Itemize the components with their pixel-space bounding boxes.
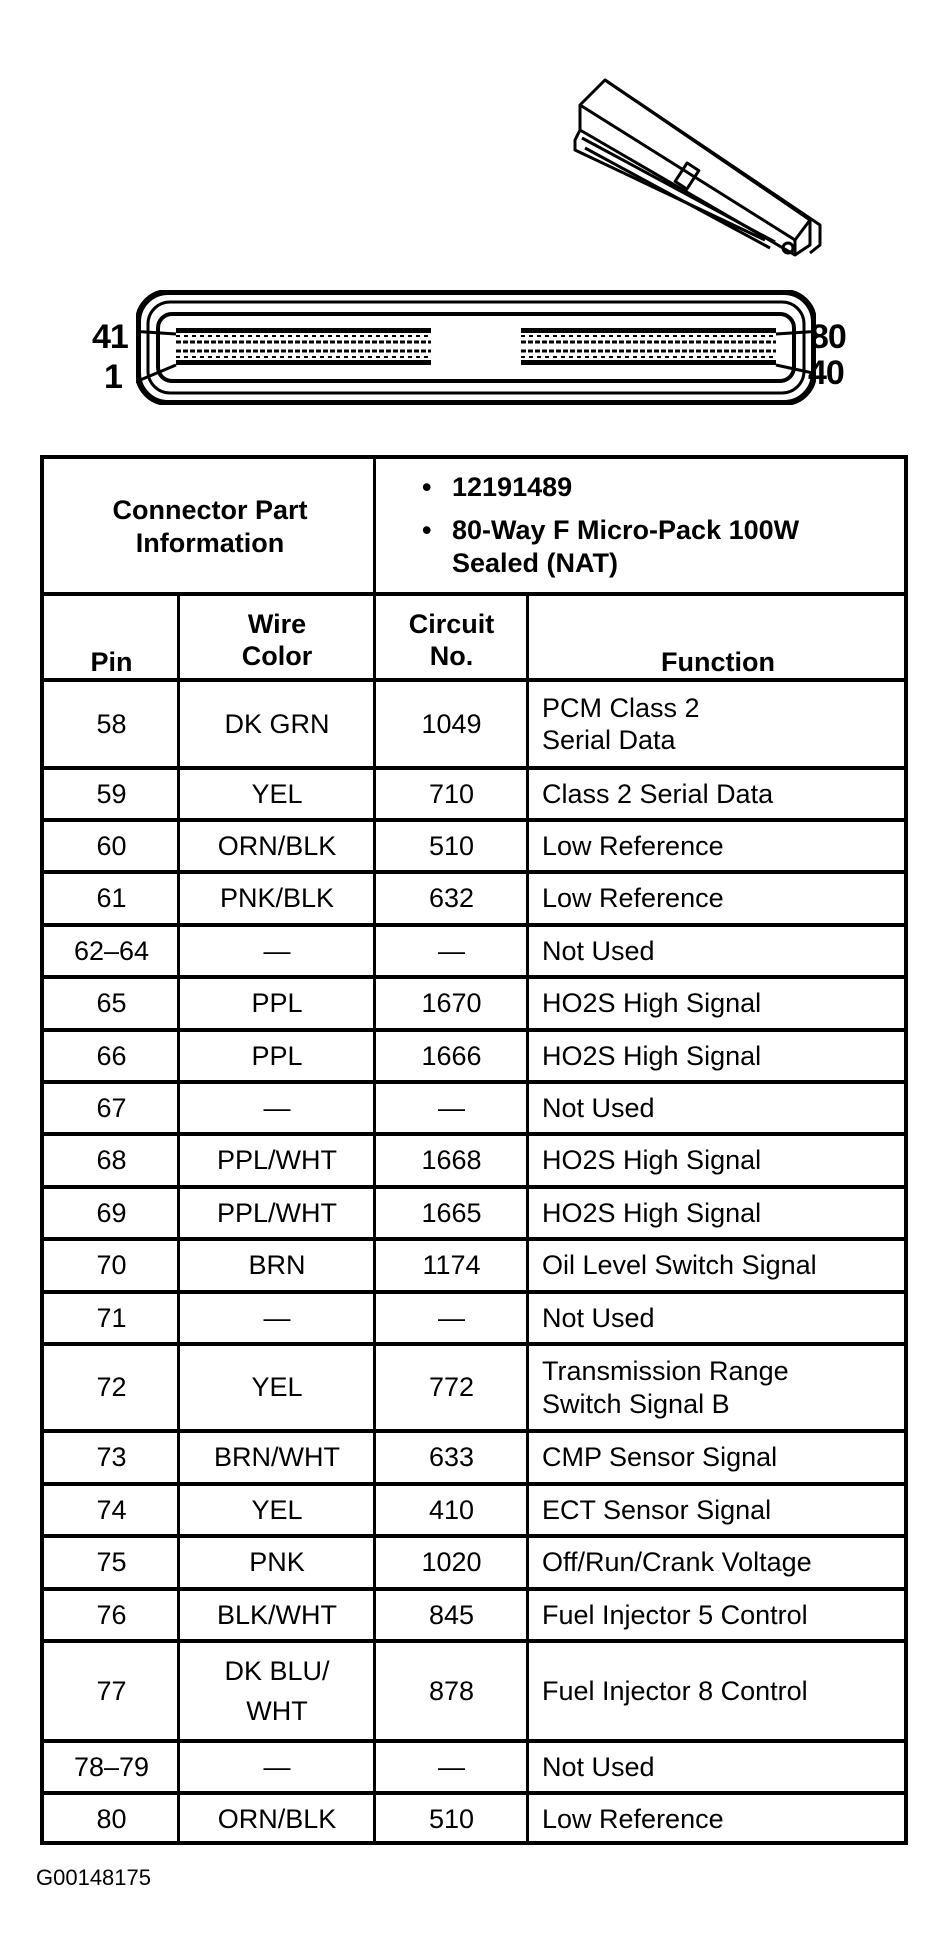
table-cell-circuit: — [438,1751,465,1782]
table-cell-circuit: 772 [428,1372,475,1403]
table-cell-pin: 80 [96,1803,127,1834]
table-cell-wire: — [263,1302,291,1333]
table-cell-pin: 72 [96,1372,127,1403]
table-cell-circuit: 410 [428,1494,475,1525]
connector-face-illustration [136,290,816,405]
table-cell-circuit: 1665 [421,1197,482,1228]
connector-perspective-illustration [560,70,850,260]
table-cell-circuit: 632 [428,883,475,914]
table-cell-pin: 66 [96,1040,127,1071]
table-cell-wire: ORN/BLK [217,1803,337,1834]
table-cell-wire: YEL [251,1372,303,1403]
connector-part-info-label [44,459,376,594]
table-cell-function: HO2S High Signal [542,988,762,1019]
table-cell-wire: DK GRN [224,708,330,739]
table-cell-pin: 58 [96,708,127,739]
table-cell-pin: 67 [96,1092,127,1123]
table-cell-function: HO2S High Signal [542,1040,762,1071]
table-cell-function: Not Used [542,935,655,966]
table-cell-function: Not Used [542,1092,655,1123]
table-cell-function: Not Used [542,1751,655,1782]
connector-pinout-table [40,455,908,1845]
table-cell-pin: 71 [96,1302,127,1333]
table-cell-circuit: 1668 [421,1145,482,1176]
table-cell-wire: BRN [248,1250,306,1281]
pin-label-1: 1 [104,358,122,396]
table-cell-function: Fuel Injector 8 Control [542,1675,808,1706]
table-cell-circuit: 878 [428,1675,475,1706]
table-cell-circuit: 1174 [422,1250,481,1281]
table-cell-function: PCM Class 2 Serial Data [542,692,700,755]
table-cell-wire: YEL [251,1494,303,1525]
table-cell-wire: BRN/WHT [214,1442,340,1473]
table-cell-pin: 59 [96,778,127,809]
table-cell-circuit: 1666 [421,1040,482,1071]
table-cell-function: Fuel Injector 5 Control [542,1599,808,1630]
table-cell-function: Transmission Range Switch Signal B [542,1356,789,1419]
table-cell-wire: PPL/WHT [216,1197,337,1228]
figure-id: G00148175 [36,1865,151,1890]
table-cell-pin: 77 [96,1675,127,1706]
table-cell-circuit: — [438,1092,465,1123]
table-cell-pin: 75 [96,1547,127,1578]
table-cell-pin: 61 [96,883,127,914]
connector-description: • 80-Way F Micro-Pack 100W Sealed (NAT) [414,514,894,580]
table-cell-pin: 76 [96,1599,127,1630]
connector-part-info-label-line2: Information [135,527,285,558]
table-cell-wire: — [263,935,291,966]
table-cell-circuit: 1670 [421,988,482,1019]
table-cell-function: Low Reference [542,1803,724,1834]
table-cell-wire: PNK [249,1547,305,1578]
table-cell-circuit: — [438,1302,465,1333]
table-cell-circuit: 710 [428,778,475,809]
table-cell-wire: — [263,1092,291,1123]
pin-label-40: 40 [808,354,844,392]
table-cell-wire: PNK/BLK [219,883,335,914]
table-cell-function: HO2S High Signal [542,1145,762,1176]
table-cell-pin: 65 [96,988,127,1019]
column-header-function: Function [661,646,775,677]
table-cell-function: CMP Sensor Signal [542,1442,778,1473]
table-cell-pin: 74 [96,1494,127,1525]
table-cell-pin: 62–64 [73,935,150,966]
table-cell-circuit: 633 [428,1442,475,1473]
table-cell-wire: DK BLU/ WHT [224,1655,330,1726]
table-cell-pin: 68 [96,1145,127,1176]
table-cell-pin: 73 [96,1442,127,1473]
part-number: • 12191489 [414,471,894,504]
connector-part-info-label-line1: Connector Part [112,495,308,526]
table-cell-function: Off/Run/Crank Voltage [542,1547,812,1578]
divider [373,459,376,594]
table-cell-pin: 78–79 [73,1751,150,1782]
table-cell-circuit: — [438,935,465,966]
table-cell-function: Low Reference [542,830,724,861]
table-cell-wire: PPL/WHT [216,1145,337,1176]
table-cell-function: Not Used [542,1302,655,1333]
table-cell-function: Oil Level Switch Signal [542,1250,817,1281]
connector-part-info-values [414,471,894,580]
table-cell-function: Class 2 Serial Data [542,778,774,809]
table-cell-circuit: 1049 [421,708,482,739]
table-cell-function: HO2S High Signal [542,1197,762,1228]
table-cell-circuit: 1020 [421,1547,482,1578]
table-cell-wire: BLK/WHT [216,1599,337,1630]
table-cell-circuit: 510 [428,1803,475,1834]
table-cell-circuit: 845 [428,1599,475,1630]
column-header-circuit-no: Circuit No. [408,608,495,671]
table-cell-pin: 69 [96,1197,127,1228]
table-cell-wire: PPL [251,1040,303,1071]
table-cell-function: ECT Sensor Signal [542,1494,772,1525]
table-cell-circuit: 510 [428,830,475,861]
pin-label-80: 80 [810,318,846,356]
table-cell-wire: YEL [251,778,303,809]
column-header-wire-color: Wire Color [241,608,313,671]
table-cell-wire: PPL [251,988,303,1019]
table-cell-wire: ORN/BLK [217,830,337,861]
column-header-pin: Pin [90,646,133,677]
table-cell-pin: 70 [96,1250,127,1281]
table-cell-wire: — [263,1751,291,1782]
table-cell-pin: 60 [96,830,127,861]
pin-label-41: 41 [92,318,128,356]
table-cell-function: Low Reference [542,883,724,914]
